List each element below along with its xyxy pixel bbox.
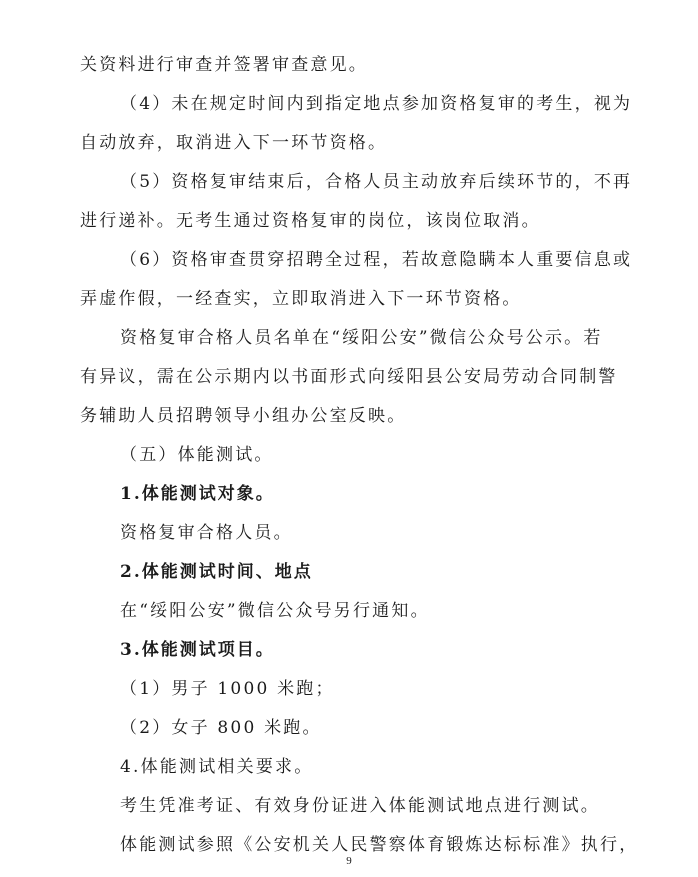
paragraph-line: 体能测试参照《公安机关人民警察体育锻炼达标标准》执行， (120, 835, 639, 855)
list-item: （2）女子 800 米跑。 (120, 718, 322, 738)
paragraph-line: （6）资格审查贯穿招聘全过程，若故意隐瞒本人重要信息或 (120, 250, 633, 270)
paragraph-line: 考生凭准考证、有效身份证进入体能测试地点进行测试。 (120, 796, 600, 816)
paragraph-line: 资格复审合格人员名单在“绥阳公安”微信公众号公示。若 (120, 328, 603, 348)
paragraph-line: 有异议，需在公示期内以书面形式向绥阳县公安局劳动合同制警 (80, 367, 618, 387)
subsection-heading: 2.体能测试时间、地点 (120, 562, 313, 582)
paragraph-line: 自动放弃，取消进入下一环节资格。 (80, 133, 388, 153)
page-number: 9 (346, 855, 352, 867)
subsection-heading: 4.体能测试相关要求。 (120, 757, 314, 777)
paragraph-line: 关资料进行审查并签署审查意见。 (80, 55, 368, 75)
subsection-heading: 1.体能测试对象。 (120, 484, 275, 504)
paragraph-line: 资格复审合格人员。 (120, 523, 293, 543)
paragraph-line: 弄虚作假，一经查实，立即取消进入下一环节资格。 (80, 289, 522, 309)
section-heading: （五）体能测试。 (120, 445, 274, 465)
list-item: （1）男子 1000 米跑； (120, 679, 335, 699)
subsection-heading: 3.体能测试项目。 (120, 640, 275, 660)
paragraph-line: （4）未在规定时间内到指定地点参加资格复审的考生，视为 (120, 94, 633, 114)
paragraph-line: 务辅助人员招聘领导小组办公室反映。 (80, 406, 407, 426)
paragraph-line: 进行递补。无考生通过资格复审的岗位，该岗位取消。 (80, 211, 541, 231)
paragraph-line: （5）资格复审结束后，合格人员主动放弃后续环节的，不再 (120, 172, 633, 192)
paragraph-line: 在“绥阳公安”微信公众号另行通知。 (120, 601, 430, 621)
